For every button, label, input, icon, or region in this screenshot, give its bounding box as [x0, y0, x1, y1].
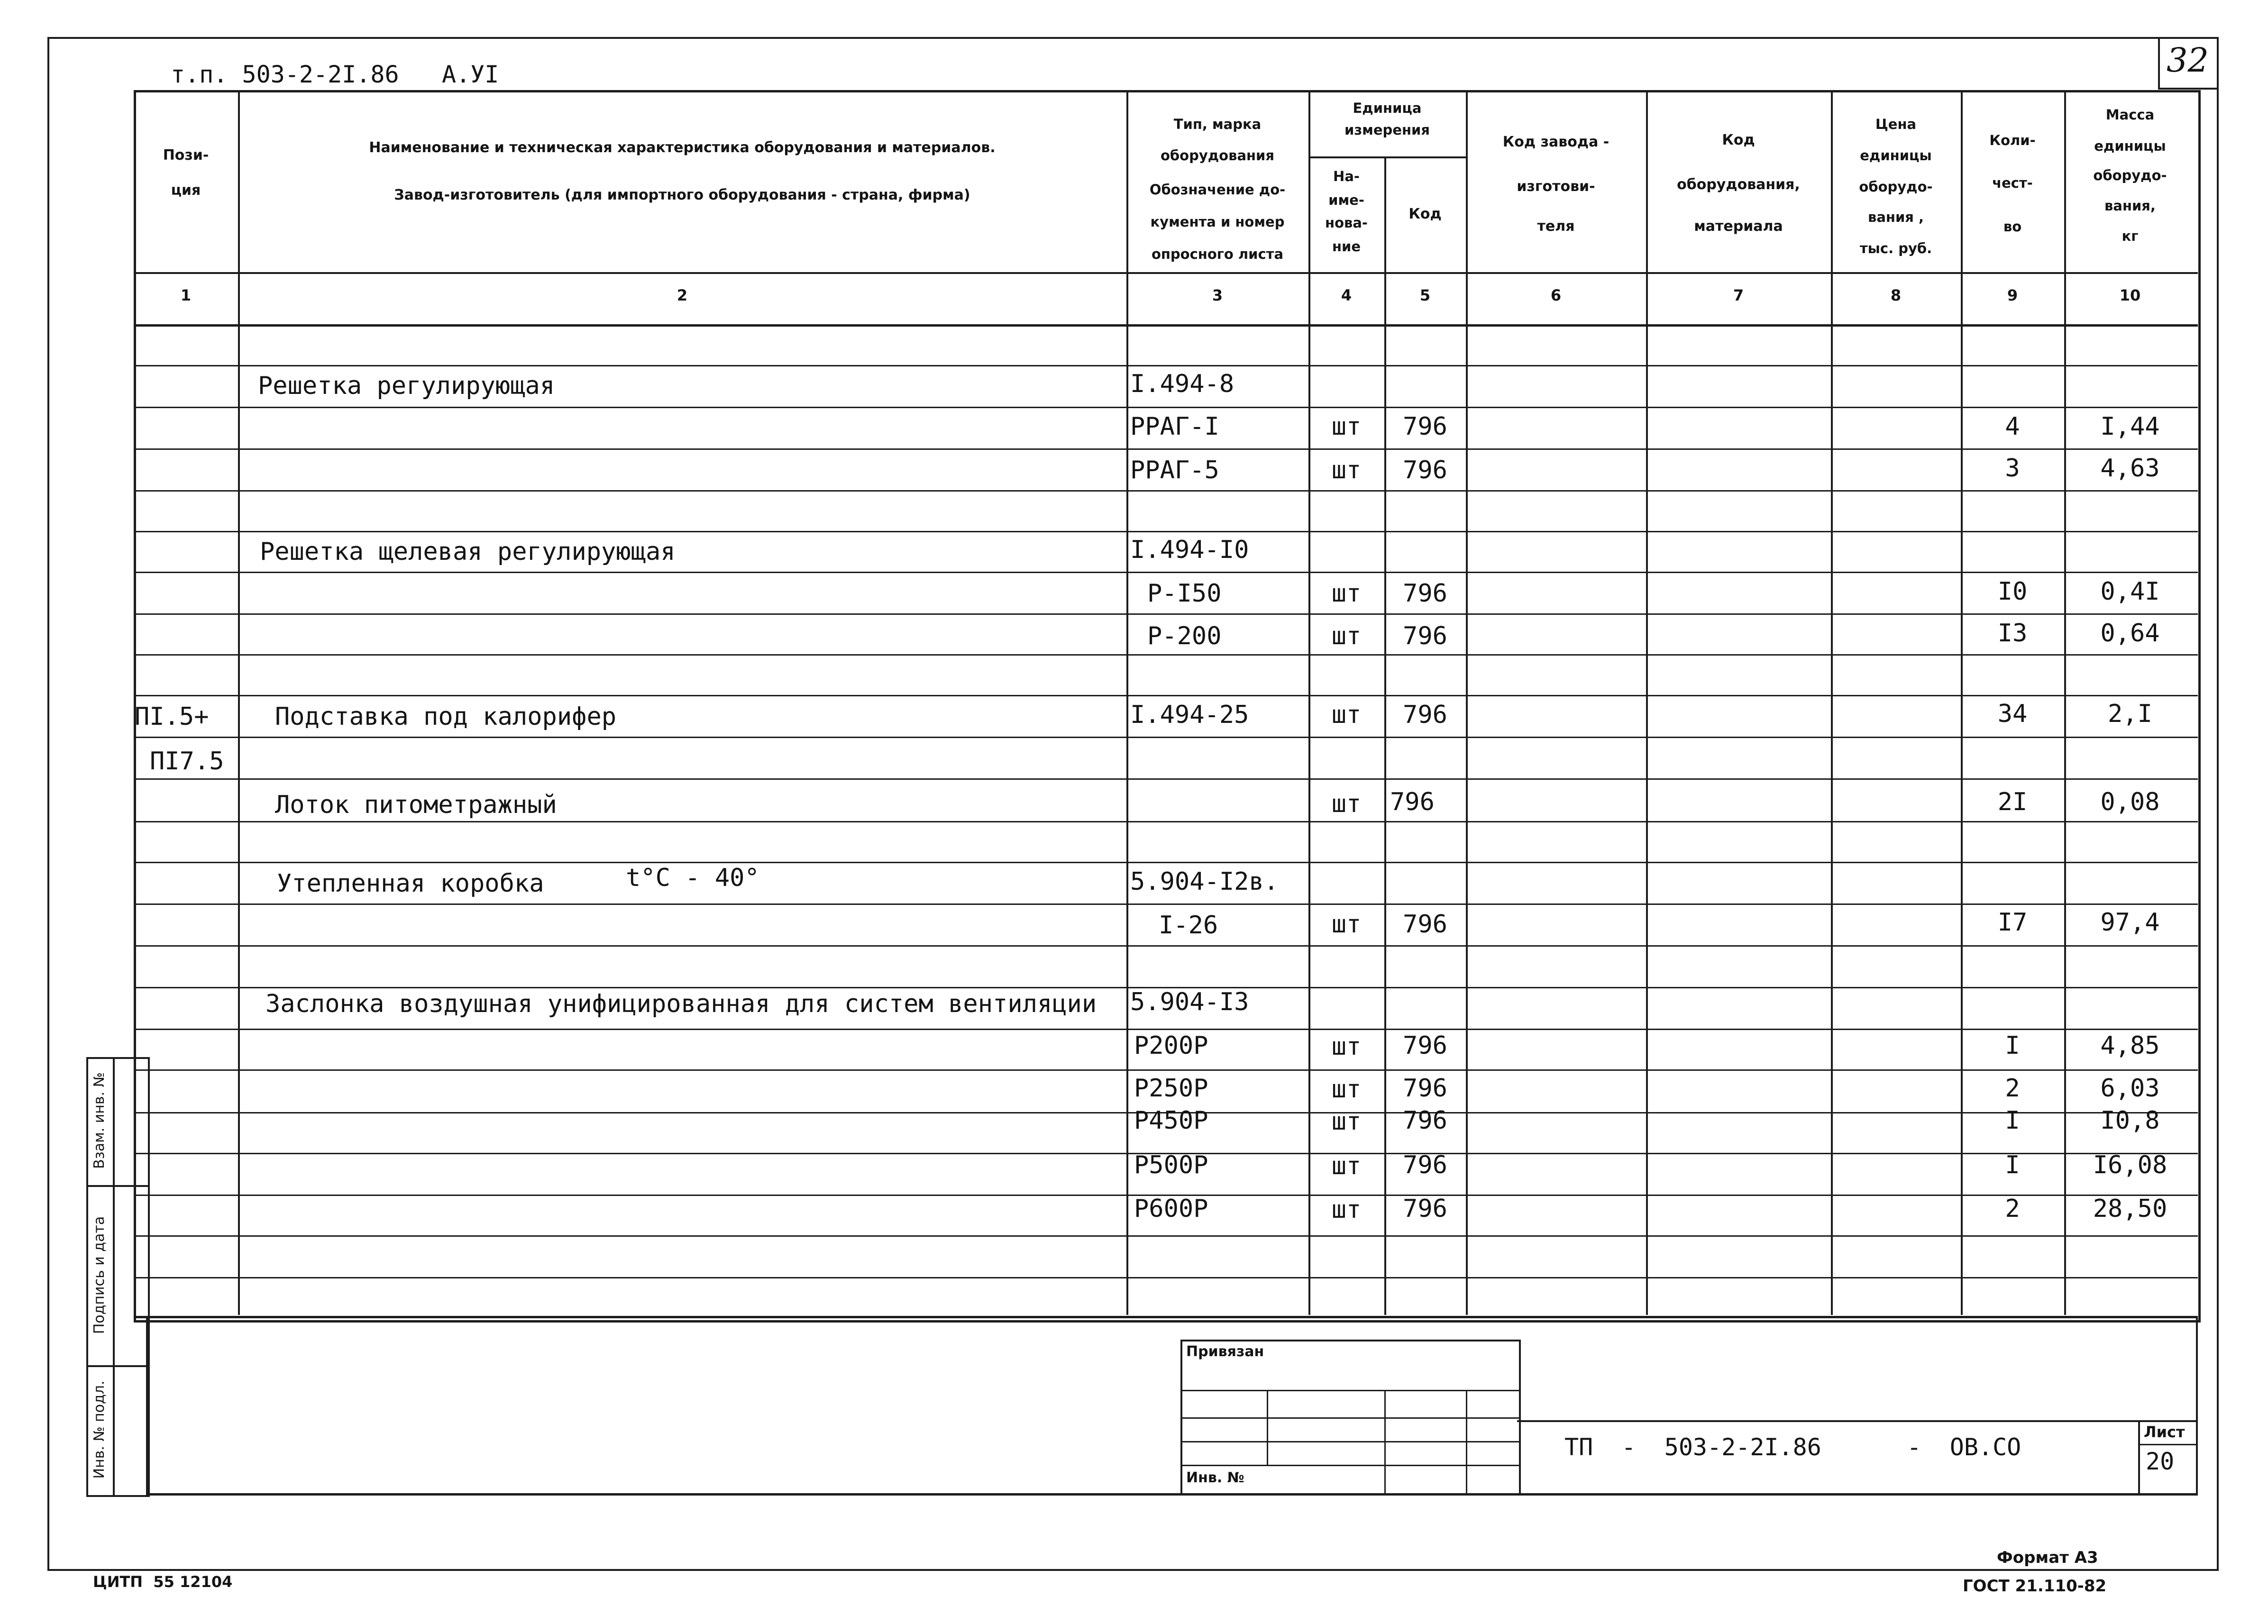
item-mass: 2,I [2108, 700, 2152, 728]
title-block-left [146, 1316, 148, 1495]
bound-stamp-line [1180, 1390, 1519, 1391]
side-stamp-divider [113, 1057, 115, 1495]
item-mass: 0,4I [2100, 577, 2160, 606]
side-stamp-inv-original: Инв. № подл. [91, 1380, 108, 1479]
item-code: 796 [1403, 622, 1447, 650]
row-line [134, 1069, 2198, 1071]
col-number-6: 6 [1550, 286, 1562, 304]
item-code: 796 [1403, 701, 1447, 729]
item-unit: шт [1331, 1195, 1362, 1224]
designation: ТП - 503-2-2I.86 - ОВ.СО [1564, 1433, 2021, 1461]
designation-top [1517, 1420, 2198, 1422]
sheet-label: Лист [2144, 1423, 2185, 1441]
item-type: Р450Р [1134, 1106, 1208, 1135]
item-position: ПI.5+ [135, 703, 209, 731]
col-number-1: 1 [180, 286, 192, 304]
numbers-bottom [134, 324, 2198, 327]
bound-stamp-line [1180, 1465, 1519, 1466]
unit-group-divider [1308, 156, 1466, 158]
side-stamp-line [86, 1185, 148, 1187]
item-unit: шт [1331, 701, 1362, 729]
item-type: 5.904-I2в. [1130, 867, 1279, 896]
item-qty: 34 [1997, 700, 2028, 728]
col-number-10: 10 [2119, 286, 2141, 304]
item-unit: шт [1331, 1107, 1362, 1136]
item-unit: шт [1331, 790, 1362, 818]
row-line [134, 821, 2198, 822]
row-line [134, 407, 2198, 408]
header-bottom [134, 272, 2198, 274]
body-col-line-7 [1831, 324, 1833, 1315]
item-mass: 28,50 [2093, 1195, 2167, 1223]
item-qty: I [2005, 1151, 2020, 1179]
bound-stamp-line [1180, 1417, 1519, 1419]
col-number-8: 8 [1890, 286, 1902, 304]
side-stamp-signature-date: Подпись и дата [91, 1216, 108, 1334]
row-line [134, 778, 2198, 780]
page-number-under [2158, 88, 2219, 90]
item-code: 796 [1403, 456, 1447, 484]
inv-label: Инв. № [1186, 1469, 1244, 1486]
item-type: Р500Р [1134, 1151, 1208, 1179]
item-mass: 4,85 [2100, 1031, 2160, 1060]
col-number-9: 9 [2007, 286, 2018, 304]
top-reference: т.п. 503-2-2I.86 А.УI [171, 61, 499, 88]
col-number-2: 2 [677, 286, 688, 304]
row-line [134, 1029, 2198, 1030]
item-code: 796 [1403, 1195, 1447, 1223]
item-code: 796 [1403, 1151, 1447, 1179]
item-unit: шт [1331, 412, 1362, 441]
item-unit: шт [1331, 579, 1362, 608]
frame-top [47, 37, 2219, 39]
item-type: I-26 [1159, 911, 1218, 940]
item-type: РРАГ-I [1130, 412, 1219, 441]
frame-right [2217, 37, 2219, 1571]
item-name: Решетка щелевая регулирующая [260, 538, 676, 566]
frame-bottom [47, 1569, 2219, 1571]
item-type: I.494-8 [1130, 370, 1235, 398]
item-mass: 0,08 [2100, 788, 2160, 816]
footer-stamp: ЦИТП 55 12104 [93, 1573, 233, 1591]
item-qty: 4 [2005, 412, 2020, 441]
row-line [134, 862, 2198, 863]
item-mass: 97,4 [2100, 908, 2160, 937]
row-line [134, 572, 2198, 573]
body-col-line-2 [1126, 324, 1128, 1315]
item-mass: I0,8 [2100, 1106, 2160, 1135]
item-name: Подставка под калорифер [275, 703, 617, 731]
item-unit: шт [1331, 1152, 1362, 1180]
row-line [134, 695, 2198, 696]
body-col-line-6 [1646, 324, 1648, 1315]
item-qty: 2 [2005, 1074, 2020, 1103]
item-mass: 0,64 [2100, 619, 2160, 648]
item-code: 796 [1403, 412, 1447, 441]
footer-gost: ГОСТ 21.110-82 [1963, 1577, 2107, 1596]
item-type: Р-200 [1147, 622, 1222, 650]
col-number-7: 7 [1733, 286, 1744, 304]
row-line [134, 531, 2198, 532]
item-type: I.494-25 [1130, 701, 1249, 729]
item-qty: I7 [1997, 908, 2028, 937]
row-line [134, 448, 2198, 450]
col-number-4: 4 [1341, 286, 1352, 304]
item-name: Заслонка воздушная унифицированная для систем вентиляции [265, 990, 1097, 1018]
item-unit: шт [1331, 456, 1362, 484]
item-unit: шт [1331, 1075, 1362, 1104]
item-qty: I [2005, 1106, 2020, 1135]
item-type: Р600Р [1134, 1195, 1208, 1223]
row-line [134, 1277, 2198, 1278]
bound-stamp-vline [1267, 1390, 1268, 1465]
item-type: I.494-I0 [1130, 536, 1249, 564]
row-line [134, 903, 2198, 905]
bound-stamp-vline [1384, 1390, 1386, 1493]
bound-stamp-vline [1466, 1390, 1467, 1493]
item-code: 796 [1403, 1031, 1447, 1060]
item-qty: 2I [1997, 788, 2028, 816]
item-name-extra: t°C - 40° [626, 864, 759, 892]
title-block-bottom [146, 1493, 2198, 1496]
item-type: Р250Р [1134, 1074, 1208, 1103]
bound-label: Привязан [1186, 1343, 1264, 1360]
title-block-right [2196, 1316, 2198, 1495]
footer-format: Формат А3 [1997, 1548, 2098, 1567]
frame-left [47, 38, 49, 1569]
item-type: РРАГ-5 [1130, 456, 1219, 484]
sheet-number: 20 [2146, 1448, 2175, 1475]
item-position: ПI7.5 [150, 747, 224, 776]
body-col-line-5 [1466, 324, 1468, 1315]
item-unit: шт [1331, 1032, 1362, 1061]
table-body-bottom [134, 1316, 2198, 1318]
item-mass: 4,63 [2100, 454, 2160, 483]
col-number-3: 3 [1212, 286, 1223, 304]
bound-stamp-line [1180, 1441, 1519, 1442]
header-col5: Код [1408, 206, 1442, 222]
item-mass: I,44 [2100, 412, 2160, 441]
item-name: Решетка регулирующая [258, 372, 555, 400]
item-code: 796 [1403, 1074, 1447, 1103]
row-line [134, 613, 2198, 615]
item-type: Р200Р [1134, 1031, 1208, 1060]
item-mass: 6,03 [2100, 1074, 2160, 1103]
page-number-divider [2158, 37, 2160, 89]
row-line [134, 737, 2198, 738]
item-unit: шт [1331, 622, 1362, 650]
item-code: 796 [1403, 1106, 1447, 1135]
row-line [134, 945, 2198, 947]
item-qty: 3 [2005, 454, 2020, 483]
body-col-line-1 [238, 324, 240, 1315]
col-number-5: 5 [1419, 286, 1431, 304]
item-code: 796 [1403, 910, 1447, 939]
row-line [134, 365, 2198, 366]
item-mass: I6,08 [2093, 1151, 2167, 1179]
item-qty: I3 [1997, 619, 2028, 648]
item-unit: шт [1331, 910, 1362, 939]
item-name: Лоток питометражный [275, 791, 557, 819]
item-code: 796 [1403, 579, 1447, 608]
row-line [134, 1235, 2198, 1237]
row-line [134, 654, 2198, 656]
item-code: 796 [1390, 788, 1435, 816]
sheet-box-line [2138, 1444, 2198, 1445]
item-type: 5.904-I3 [1130, 988, 1249, 1016]
item-qty: I0 [1997, 577, 2028, 606]
side-stamp-replace-inv: Взам. инв. № [91, 1072, 108, 1169]
item-name: Утепленная коробка [277, 869, 544, 898]
sheet-box-left [2138, 1420, 2140, 1495]
row-line [134, 490, 2198, 492]
item-qty: I [2005, 1031, 2020, 1060]
item-qty: 2 [2005, 1195, 2020, 1223]
page-number-handwritten: 32 [2167, 41, 2209, 80]
item-type: Р-I50 [1147, 579, 1222, 608]
